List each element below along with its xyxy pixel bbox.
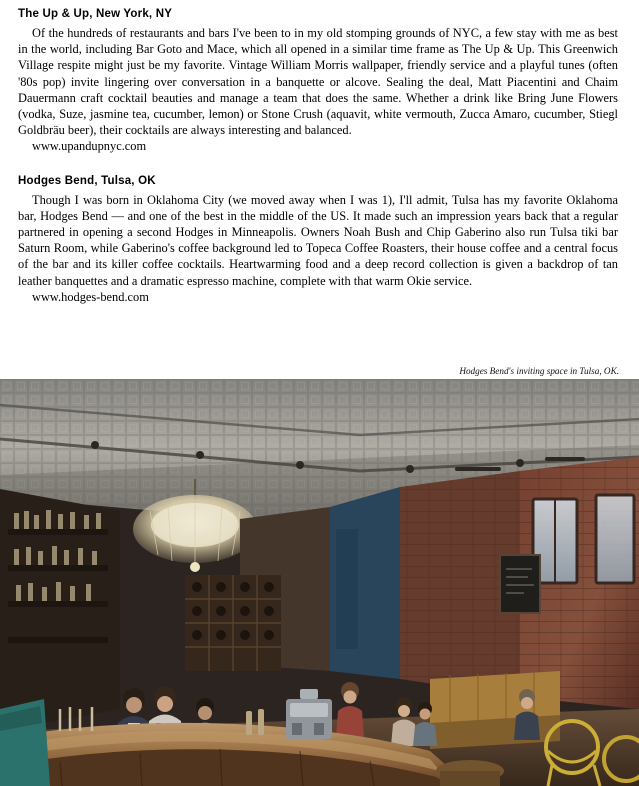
bar-interior-photo (0, 379, 639, 786)
entry-heading-up-and-up: The Up & Up, New York, NY (18, 8, 173, 20)
entry-url-up-and-up: www.upandupnyc.com (32, 139, 147, 154)
entry-up-and-up (18, 8, 618, 155)
entry-body-up-and-up: Of the hundreds of restaurants and bars I've been to in my old stomping grounds of NYC, a few stay with me as best in the world, including Bar Goto and Mace, which all opened in a similar time frame as The Up & Up. This Greenwich Village respite might just be my favorite. Vintage William Morris wallpaper, friendly service and a playful tunes (often '80s pop) invite lingering over conversation in a banquette or alcove. Sealing the deal, Matt Piacentini and Chaim Dauermann craft cocktail beauties and manage a team that does the same. Whether a drink like Bring June Flowers (vodka, Suze, jasmine tea, cucumber, lemon) or Stone Crush (aquavit, white vermouth, Zucca Amaro, cucumber, Stiegl Goldbräu beer), their cocktails are always interesting and balanced. (18, 26, 618, 138)
entry-hodges-bend (18, 175, 618, 305)
entry-heading-hodges-bend: Hodges Bend, Tulsa, OK (18, 174, 156, 187)
article-text-column (18, 8, 618, 325)
entry-body-hodges-bend: Though I was born in Oklahoma City (we moved away when I was 1), I'll admit, Tulsa has my favorite Oklahoma bar, Hodges Bend — and one of the best in the middle of the US. It made such an impression years back that a regular partnered in opening a second Hodges in Minneapolis. Owners Noah Bush and Chip Gaberino also run Tulsa tiki bar Saturn Room, while Gaberino's coffee background led to Topeca Coffee Roasters, their house coffee and a central focus of the bar and its killer coffee cocktails. Heartwarming food and a deep record collection is given a backdrop of tan leather banquettes and a dramatic espresso machine, complete with that warm Okie service. (18, 192, 618, 288)
entry-url-hodges-bend: www.hodges-bend.com (32, 289, 149, 304)
photo-caption: Hodges Bend's inviting space in Tulsa, OK. (459, 366, 619, 376)
